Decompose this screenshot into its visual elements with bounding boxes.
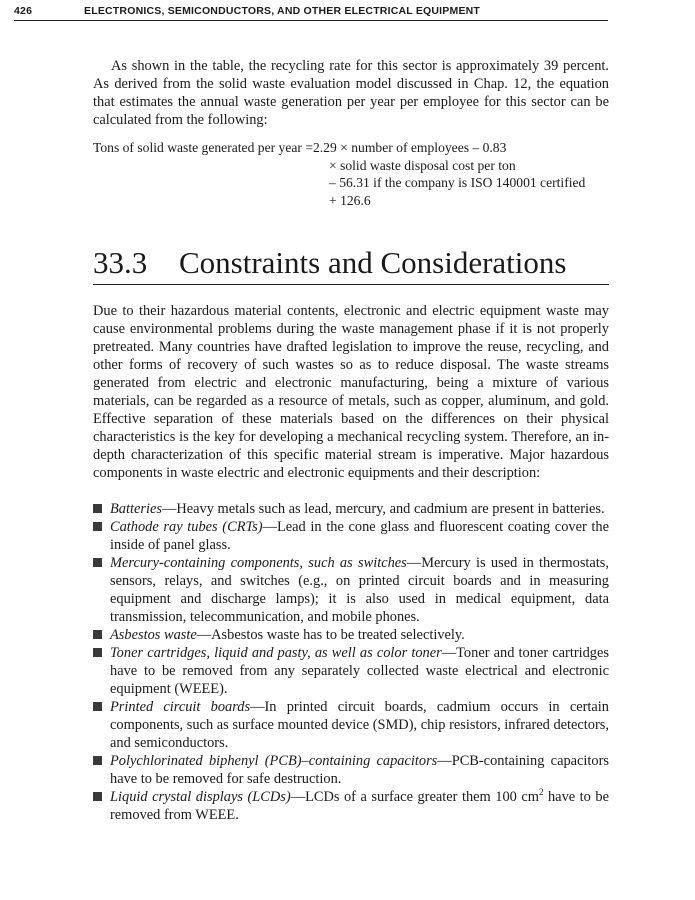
list-item-term: Toner cartridges, liquid and pasty, as well as color toner: [110, 645, 442, 661]
equation-line-1: [93, 139, 609, 157]
equation-lhs: Tons of solid waste generated per year =: [93, 140, 313, 155]
list-item: [93, 698, 609, 752]
square-bullet-icon: [93, 522, 102, 531]
intro-paragraph: As shown in the table, the recycling rate for this sector is approximately 39 percent. As derived from the solid waste evaluation model discussed in Chap. 12, the equation that estimates the annual waste generation per year per employee for this sector can be calculated from the following:: [93, 58, 609, 128]
square-bullet-icon: [93, 648, 102, 657]
section-title: Constraints and Considerations: [179, 245, 567, 280]
list-item-text: —Asbestos waste has to be treated selectively.: [196, 627, 465, 643]
list-item-text: —Mercury is used in thermostats, sensors, relays, and switches (e.g., on printed circuit boards and in measuring equipment and discharge lamps); it is also used in medical equipment, data transmission, telecommunication, and mobile phones.: [110, 555, 609, 625]
equation-term-4: + 126.6: [329, 192, 371, 208]
square-bullet-icon: [93, 558, 102, 567]
list-item-term: Polychlorinated biphenyl (PCB)–containing capacitors: [110, 753, 438, 769]
list-item: [93, 752, 609, 788]
list-item: [93, 626, 609, 644]
list-item-text: —LCDs of a surface greater them 100 cm: [290, 789, 539, 805]
list-item-text: —Lead in the cone glass and fluorescent coating cover the inside of panel glass.: [110, 519, 610, 553]
list-item: [93, 554, 609, 626]
square-bullet-icon: [93, 756, 102, 765]
list-item: [93, 788, 609, 824]
page-number: 426: [14, 5, 33, 17]
square-bullet-icon: [93, 504, 102, 513]
list-item: [93, 518, 609, 554]
page-header: [14, 5, 608, 21]
list-item-text: —Heavy metals such as lead, mercury, and cadmium are present in batteries.: [161, 501, 605, 517]
square-bullet-icon: [93, 630, 102, 639]
square-bullet-icon: [93, 702, 102, 711]
list-item-term: Liquid crystal displays (LCDs): [110, 789, 291, 805]
waste-equation: [93, 139, 609, 209]
equation-term-3: – 56.31 if the company is ISO 140001 certified: [329, 175, 586, 190]
square-bullet-icon: [93, 792, 102, 801]
running-head: ELECTRONICS, SEMICONDUCTORS, AND OTHER ELECTRICAL EQUIPMENT: [84, 5, 481, 17]
list-item-term: Cathode ray tubes (CRTs): [110, 519, 263, 535]
equation-term-2: × solid waste disposal cost per ton: [329, 157, 516, 173]
list-item-term: Batteries: [110, 501, 162, 517]
hazardous-components-list: [93, 500, 609, 824]
list-item-term: Mercury-containing components, such as switches: [110, 555, 407, 571]
section-heading: [93, 245, 609, 285]
section-number: 33.3: [93, 245, 148, 280]
page-content: [93, 57, 609, 824]
section-paragraph: Due to their hazardous material contents, electronic and electric equipment waste may cause environmental problems during the waste management phase if it is not properly pretreated. Many countries have drafted legislation to improve the reuse, recycling, and other forms of recovery of such wastes so as to reduce disposal. The waste streams generated from electric and electronic manufacturing, being a mixture of various materials, can be regarded as a resource of metals, such as copper, aluminum, and gold. Effective separation of these materials based on the differences on their physical characteristics is the key for developing a mechanical recycling system. Therefore, an in-depth characterization of this specific material stream is imperative. Major hazardous components in waste electric and electronic equipments and their description:: [93, 303, 609, 481]
list-item: [93, 644, 609, 698]
list-item-term: Printed circuit boards: [110, 699, 251, 715]
list-item-text: have to be removed from WEEE.: [110, 789, 609, 823]
list-item: [93, 500, 609, 518]
list-item-text: —PCB-containing capacitors have to be removed for safe destruction.: [110, 753, 610, 787]
superscript: 2: [538, 787, 544, 797]
list-item-text: —In printed circuit boards, cadmium occurs in certain components, such as surface mounted device (SMD), chip resistors, infrared detectors, and semiconductors.: [110, 699, 609, 751]
equation-term-1: 2.29 × number of employees – 0.83: [312, 140, 507, 155]
list-item-text: —Toner and toner cartridges have to be removed from any separately collected waste electrical and electronic equipment (WEEE).: [110, 645, 609, 697]
list-item-term: Asbestos waste: [110, 627, 197, 643]
